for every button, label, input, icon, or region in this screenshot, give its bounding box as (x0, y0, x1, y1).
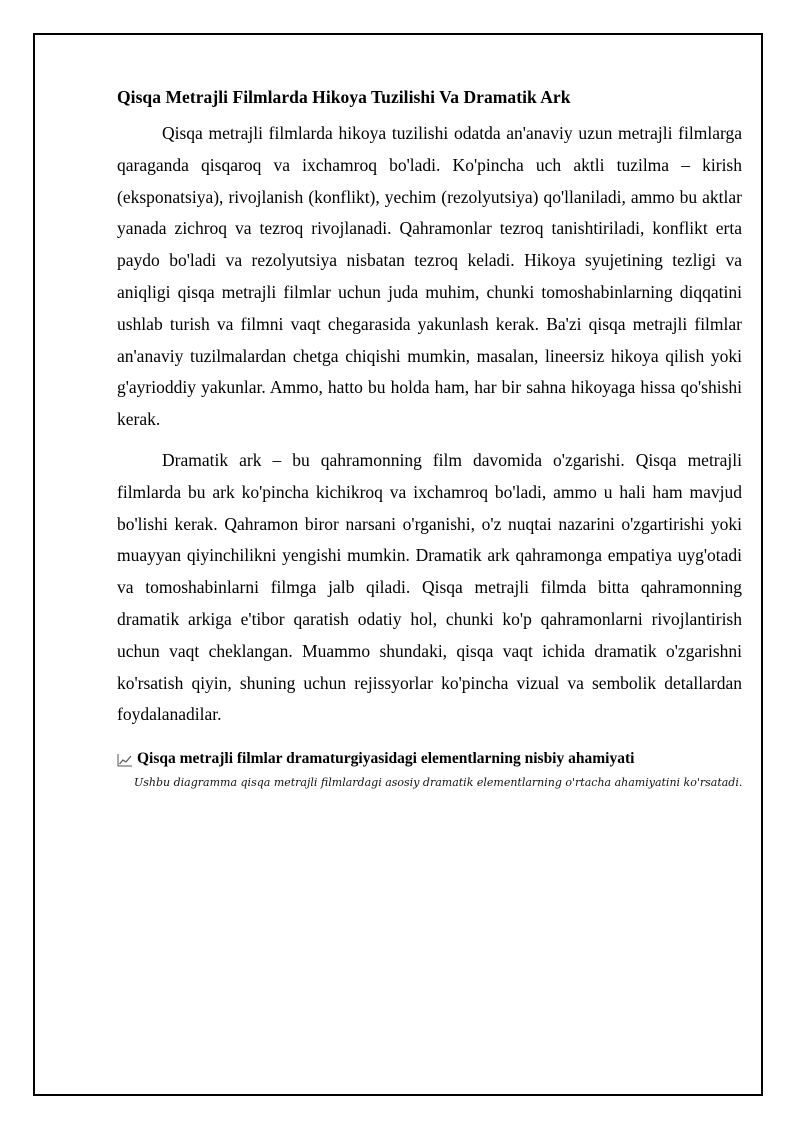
document-body (117, 86, 742, 791)
paragraph-dramatic-arc: Dramatik ark – bu qahramonning film davomida o'zgarishi. Qisqa metrajli filmlarda bu ark ko'pincha kichikroq va ixchamroq bo'ladi, ammo u hali ham mavjud bo'lishi kerak. Qahramon biror narsani o'rganishi, o'z nuqtai nazarini o'zgartirishi yoki muayyan qiyinchilikni yengishi mumkin. Dramatik ark qahramonga empatiya uyg'otadi va tomoshabinlarni filmga jalb qiladi. Qisqa metrajli filmda bitta qahramonning dramatik arkiga e'tibor qaratish odatiy hol, chunki ko'p qahramonlarni rivojlantirish uchun vaqt cheklangan. Muammo shundaki, qisqa vaqt ichida dramatik o'zgarishni ko'rsatish qiyin, shuning uchun rejissyorlar ko'pincha vizual va sembolik detallardan foydalanadilar. (117, 449, 742, 725)
section-heading: Qisqa Metrajli Filmlarda Hikoya Tuzilishi Va Dramatik Ark (117, 87, 571, 107)
chart-line-icon (117, 753, 133, 767)
figure-title (117, 749, 742, 769)
figure-caption: Ushbu diagramma qisqa metrajli filmlardagi asosiy dramatik elementlarning o'rtacha ahamiyatini ko'rsatadi. (134, 776, 743, 790)
figure-title-text: Qisqa metrajli filmlar dramaturgiyasidagi elementlarning nisbiy ahamiyati (137, 750, 635, 768)
paragraph-story-structure: Qisqa metrajli filmlarda hikoya tuzilishi odatda an'anaviy uzun metrajli filmlarga qaraganda qisqaroq va ixchamroq bo'ladi. Ko'pincha uch aktli tuzilma – kirish (eksponatsiya), rivojlanish (konflikt), yechim (rezolyutsiya) qo'llaniladi, ammo bu aktlar yanada zichroq va tezroq rivojlanadi. Qahramonlar tezroq tanishtiriladi, konflikt erta paydo bo'ladi va rezolyutsiya nisbatan tezroq keladi. Hikoya syujetining tezligi va aniqligi qisqa metrajli filmlar uchun juda muhim, chunki tomoshabinlarning diqqatini ushlab turish va filmni vaqt chegarasida yakunlash kerak. Ba'zi qisqa metrajli filmlar an'anaviy tuzilmalardan chetga chiqishi mumkin, masalan, lineersiz hikoya qilish yoki g'ayrioddiy yakunlar. Ammo, hatto bu holda ham, har bir sahna hikoyaga hissa qo'shishi kerak. (117, 123, 742, 430)
